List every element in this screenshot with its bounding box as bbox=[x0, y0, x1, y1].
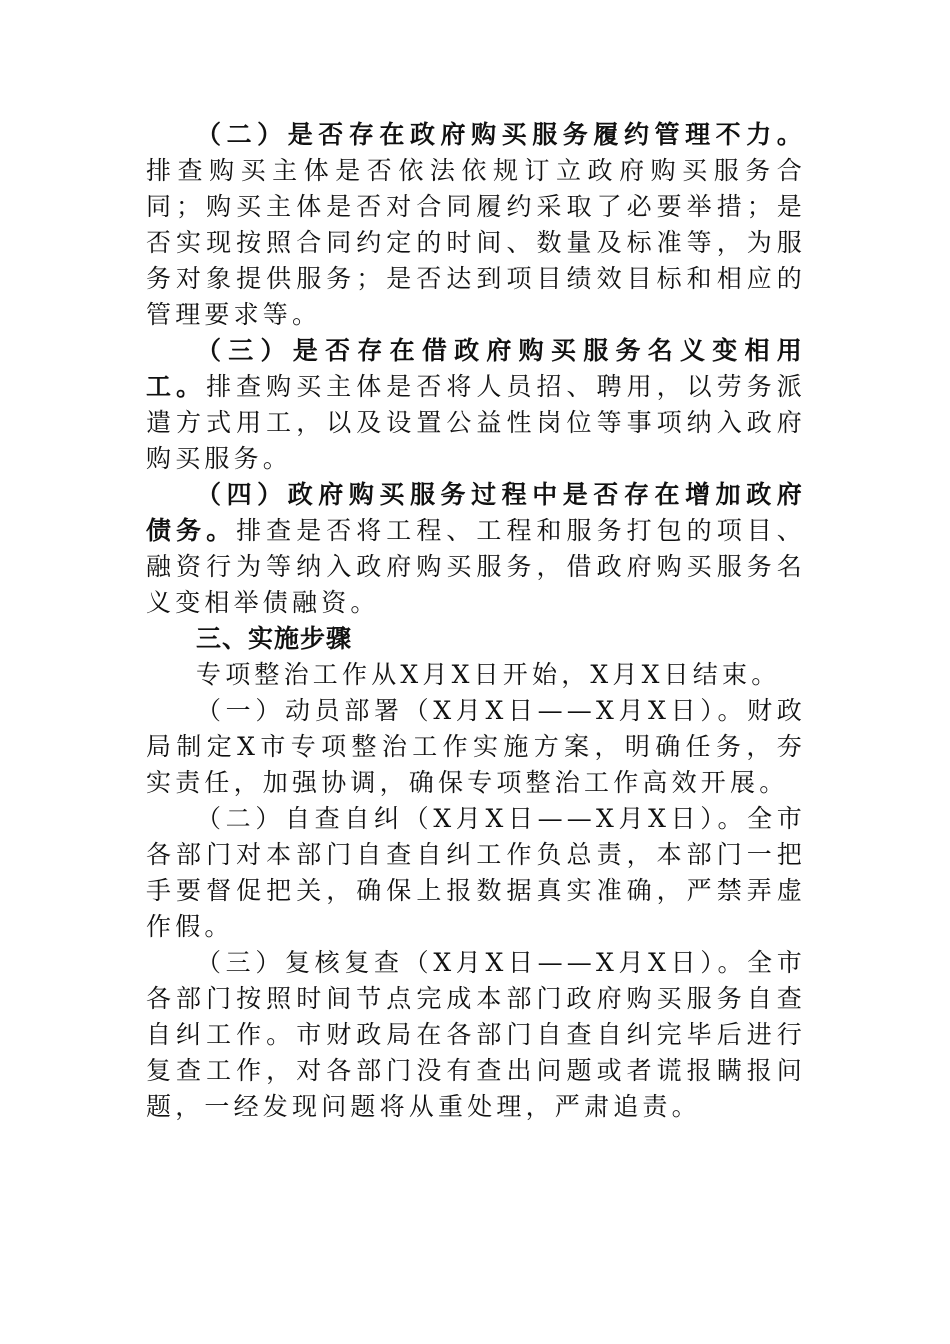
paragraph-lead: （一）动员部署（X月X日——X月X日）。 bbox=[196, 696, 748, 725]
paragraph-timeline bbox=[146, 657, 806, 693]
paragraph-disguised-employment bbox=[146, 333, 806, 477]
paragraph-body: 排查是否将工程、工程和服务打包的项目、融资行为等纳入政府购买服务，借政府购买服务名义变相举债融资。 bbox=[146, 516, 806, 617]
paragraph-lead: （四）政府购买服务过程中是否存在增加政府债务。 bbox=[146, 480, 806, 545]
paragraph-lead: （三）是否存在借政府购买服务名义变相用工。 bbox=[146, 336, 806, 401]
paragraph-body: 排查购买主体是否将人员招、聘用，以劳务派遣方式用工，以及设置公益性岗位等事项纳入政府购买服务。 bbox=[146, 372, 806, 473]
document-page bbox=[146, 117, 806, 1125]
paragraph-body: 财政局制定X市专项整治工作实施方案，明确任务，夯实责任，加强协调，确保专项整治工作高效开展。 bbox=[146, 696, 806, 797]
paragraph-body: 专项整治工作从X月X日开始，X月X日结束。 bbox=[196, 660, 781, 689]
paragraph-lead: （三）复核复查（X月X日——X月X日）。 bbox=[196, 948, 748, 977]
paragraph-lead: （二）自查自纠（X月X日——X月X日）。 bbox=[196, 804, 748, 833]
paragraph-body: 全市各部门按照时间节点完成本部门政府购买服务自查自纠工作。市财政局在各部门自查自纠完毕后进行复查工作，对各部门没有查出问题或者谎报瞒报问题，一经发现问题将从重处理，严肃追责。 bbox=[146, 948, 806, 1121]
paragraph-performance-management bbox=[146, 117, 806, 333]
paragraph-government-debt bbox=[146, 477, 806, 621]
paragraph-step-review bbox=[146, 945, 806, 1125]
paragraph-step-self-inspection bbox=[146, 801, 806, 945]
paragraph-step-mobilization bbox=[146, 693, 806, 801]
paragraph-body: 全市各部门对本部门自查自纠工作负总责，本部门一把手要督促把关，确保上报数据真实准确，严禁弄虚作假。 bbox=[146, 804, 806, 941]
paragraph-body: 排查购买主体是否依法依规订立政府购买服务合同；购买主体是否对合同履约采取了必要举措；是否实现按照合同约定的时间、数量及标准等，为服务对象提供服务；是否达到项目绩效目标和相应的管理要求等。 bbox=[146, 156, 806, 329]
section-heading-implementation-steps: 三、实施步骤 bbox=[196, 624, 353, 653]
paragraph-lead: （二）是否存在政府购买服务履约管理不力。 bbox=[196, 120, 806, 149]
